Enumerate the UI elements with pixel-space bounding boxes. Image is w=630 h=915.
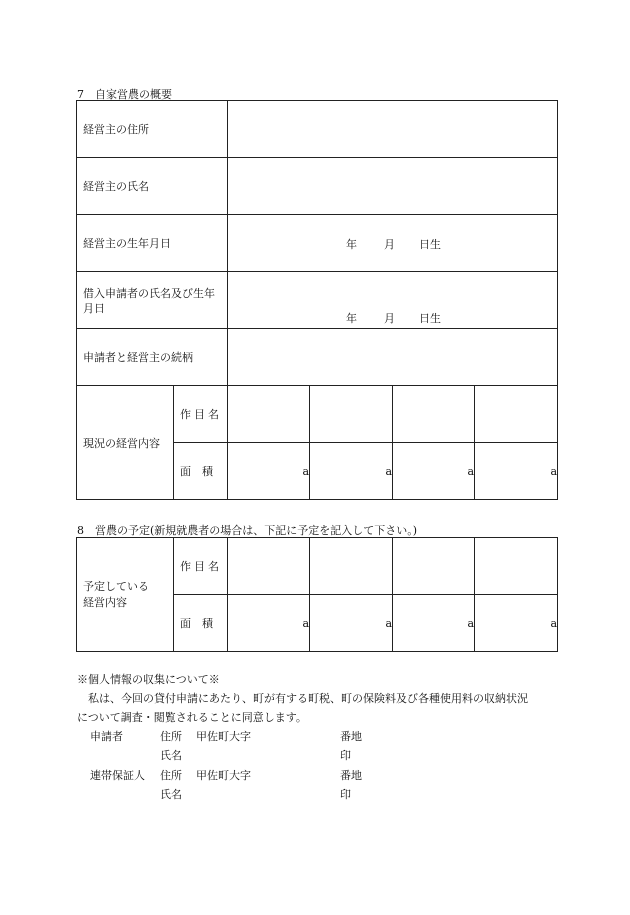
farm-overview-table [76, 100, 558, 500]
borrower-name-birthdate-field[interactable] [228, 272, 558, 329]
privacy-title: ※個人情報の収集について※ [77, 673, 220, 686]
guarantor-address-label: 住所 [160, 769, 182, 782]
applicant-name-label: 氏名 [160, 749, 182, 762]
month-label: 月 [384, 238, 395, 251]
planned-operation-table [76, 537, 558, 652]
privacy-notice [77, 670, 567, 727]
crop-field-4[interactable] [475, 386, 558, 443]
crop-field-2[interactable] [310, 386, 393, 443]
area-field-4[interactable]: a [475, 443, 558, 500]
applicant-role: 申請者 [90, 730, 123, 743]
crop-field-3[interactable] [393, 386, 475, 443]
label-owner-birthdate: 経営主の生年月日 [77, 215, 228, 272]
label-relationship: 申請者と経営主の続柄 [77, 329, 228, 386]
area-field-1[interactable]: a [228, 443, 310, 500]
applicant-address-label: 住所 [160, 730, 182, 743]
planned-crop-field-4[interactable] [475, 538, 558, 595]
privacy-body-line-1: 私は、今回の貸付申請にあたり、町が有する町税、町の保険料及び各種使用料の収納状況 [77, 692, 528, 705]
planned-area-field-2[interactable]: a [310, 595, 393, 652]
label-current-operation: 現況の経営内容 [77, 386, 174, 500]
label-planned-operation: 予定している経営内容 [77, 538, 174, 652]
guarantor-role: 連帯保証人 [90, 769, 145, 782]
year-label: 年 [346, 312, 357, 325]
crop-field-1[interactable] [228, 386, 310, 443]
month-label: 月 [384, 312, 395, 325]
planned-crop-field-3[interactable] [393, 538, 475, 595]
area-field-2[interactable]: a [310, 443, 393, 500]
day-label: 日生 [419, 312, 441, 325]
label-crop: 作目名 [174, 538, 228, 595]
guarantor-name-label: 氏名 [160, 788, 182, 801]
label-owner-address: 経営主の住所 [77, 101, 228, 158]
planned-crop-field-2[interactable] [310, 538, 393, 595]
section-7-heading: 7 自家営農の概要 [77, 88, 172, 101]
planned-area-field-3[interactable]: a [393, 595, 475, 652]
owner-address-field[interactable] [228, 101, 558, 158]
guarantor-address-value[interactable]: 甲佐町大字 [196, 769, 251, 782]
planned-area-field-1[interactable]: a [228, 595, 310, 652]
guarantor-banchi: 番地 [340, 769, 362, 782]
area-field-3[interactable]: a [393, 443, 475, 500]
planned-area-field-4[interactable]: a [475, 595, 558, 652]
label-crop: 作目名 [174, 386, 228, 443]
label-area: 面 積 [174, 443, 228, 500]
year-label: 年 [346, 238, 357, 251]
label-area: 面 積 [174, 595, 228, 652]
day-label: 日生 [419, 238, 441, 251]
owner-name-field[interactable] [228, 158, 558, 215]
applicant-seal: 印 [340, 749, 351, 762]
privacy-body-line-2: について調査・閲覧されることに同意します。 [77, 711, 307, 724]
guarantor-seal: 印 [340, 788, 351, 801]
applicant-banchi: 番地 [340, 730, 362, 743]
planned-crop-field-1[interactable] [228, 538, 310, 595]
label-owner-name: 経営主の氏名 [77, 158, 228, 215]
label-borrower-name-birthdate: 借入申請者の氏名及び生年月日 [77, 272, 228, 329]
owner-birthdate-field[interactable] [228, 215, 558, 272]
section-8-heading: 8 営農の予定(新規就農者の場合は、下記に予定を記入して下さい。) [77, 524, 418, 537]
relationship-field[interactable] [228, 329, 558, 386]
applicant-address-value[interactable]: 甲佐町大字 [196, 730, 251, 743]
